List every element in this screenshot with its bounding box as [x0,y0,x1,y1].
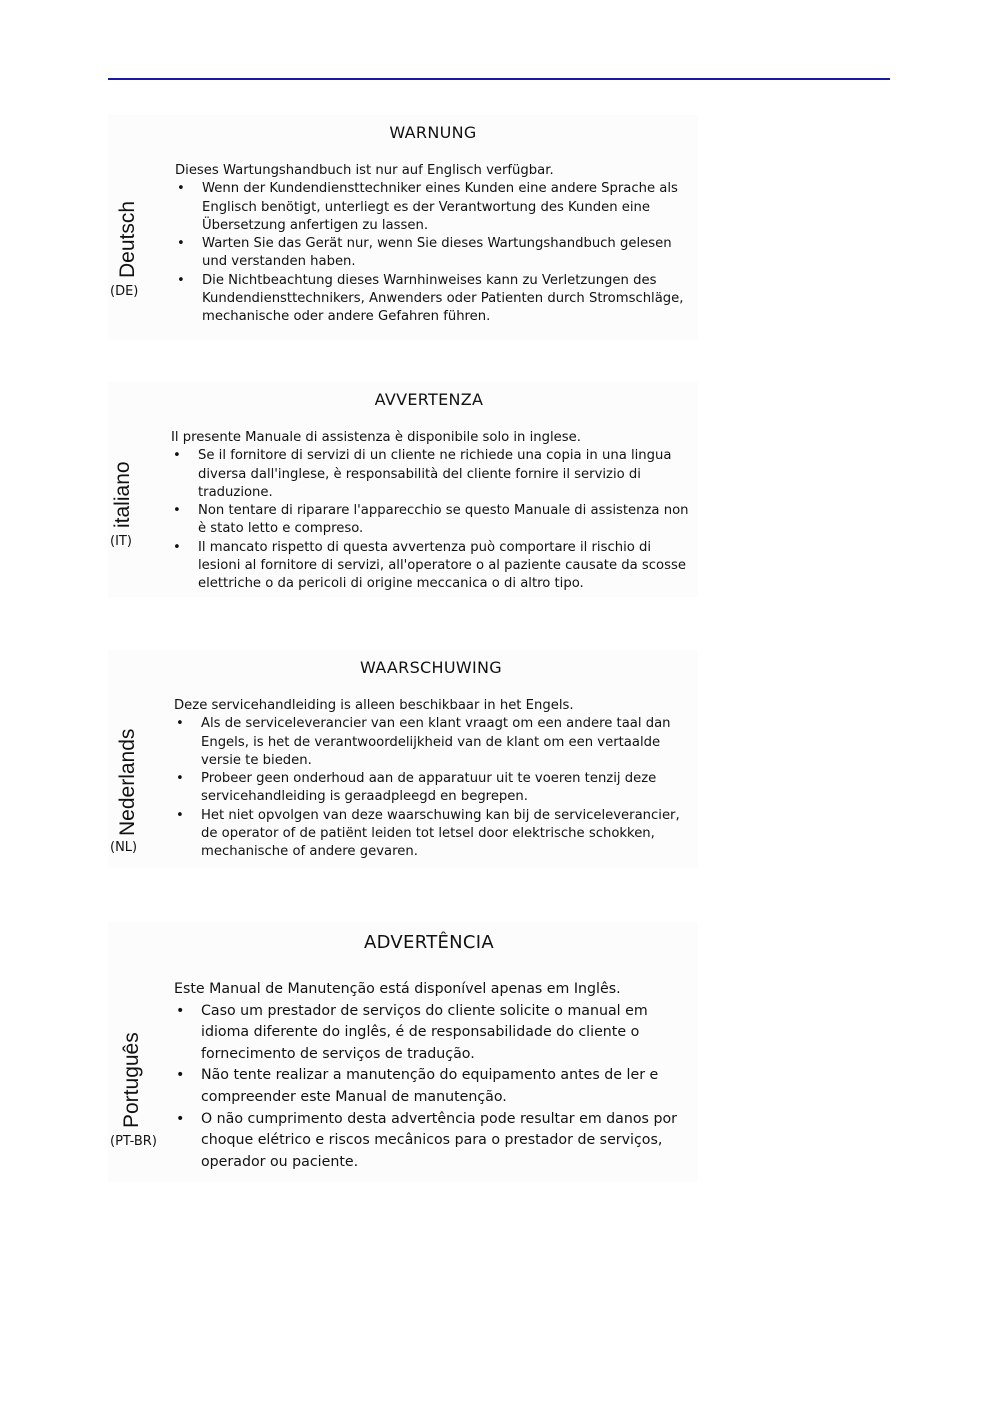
warning-section-nl [108,650,698,868]
section-heading: ADVERTÊNCIA [363,932,495,953]
warning-list [171,447,696,593]
header-rule [108,78,890,80]
warning-intro: Dieses Wartungshandbuch ist nur auf Englisch verfügbar. [175,163,554,178]
list-item: • Wenn der Kundendiensttechniker eines Kunden eine andere Sprache als Englisch benötigt, unterliegt es der Verantwortung des Kunden eine Übersetzung anfertigen zu lassen. [175,180,695,235]
list-item: • Não tente realizar a manutenção do equipamento antes de ler e compreender este Manual de manutenção. [174,1065,694,1108]
list-item: • Non tentare di riparare l'apparecchio se questo Manuale di assistenza non è stato letto e compreso. [171,502,696,539]
language-label: italiano [111,461,134,528]
list-item: • Als de serviceleverancier van een klant vraagt om een andere taal dan Engels, is het de verantwoordelijkheid van de klant om een vertaalde versie te bieden. [174,715,698,770]
list-item: • Warten Sie das Gerät nur, wenn Sie dieses Wartungshandbuch gelesen und verstanden haben. [175,235,695,272]
language-code: (NL) [110,840,138,855]
warning-section-it [108,382,698,597]
list-item: • Se il fornitore di servizi di un cliente ne richiede una copia in una lingua diversa dall'inglese, è responsabilità del cliente fornire il servizio di traduzione. [171,447,696,502]
language-label: Nederlands [116,728,139,836]
warning-body [171,429,696,594]
warning-intro: Este Manual de Manutenção está disponível apenas em Inglês. [174,981,621,997]
warning-intro: Il presente Manuale di assistenza è disponibile solo in inglese. [171,430,581,445]
section-heading: WAARSCHUWING [360,658,502,677]
list-item: • Probeer geen onderhoud aan de apparatuur uit te voeren tenzij deze servicehandleiding is geraadpleegd en begrepen. [174,770,698,807]
section-heading: AVVERTENZA [374,390,484,409]
list-item: • Die Nichtbeachtung dieses Warnhinweises kann zu Verletzungen des Kundendiensttechnikers, Anwenders oder Patienten durch Stromschläge, mechanische oder andere Gefahren führen. [175,272,695,327]
language-code: (IT) [110,534,132,549]
list-item: • O não cumprimento desta advertência pode resultar em danos por choque elétrico e riscos mecânicos para o prestador de serviços, operador ou paciente. [174,1109,694,1174]
warning-section-pt [108,922,698,1182]
warning-list [175,180,695,326]
warning-body [175,162,695,327]
list-item: • Caso um prestador de serviços do cliente solicite o manual em idioma diferente do inglês, é de responsabilidade do cliente o fornecimento de serviços de tradução. [174,1001,694,1066]
language-label: Português [120,1032,143,1128]
list-item: • Het niet opvolgen van deze waarschuwing kan bij de serviceleverancier, de operator of de patiënt leiden tot letsel door elektrische schokken, mechanische of andere gevaren. [174,807,698,862]
language-label: Deutsch [116,200,139,278]
warning-section-de [108,115,698,340]
warning-body [174,979,694,1173]
warning-list [174,1001,694,1174]
language-code: (DE) [110,284,139,299]
warning-intro: Deze servicehandleiding is alleen beschikbaar in het Engels. [174,698,574,713]
warning-list [174,715,698,861]
section-heading: WARNUNG [389,123,477,142]
language-code: (PT-BR) [110,1134,157,1149]
warning-body [174,697,698,862]
list-item: • Il mancato rispetto di questa avvertenza può comportare il rischio di lesioni al fornitore di servizi, all'operatore o al paziente causate da scosse elettriche o da pericoli di origine meccanica o di altro tipo. [171,539,696,594]
